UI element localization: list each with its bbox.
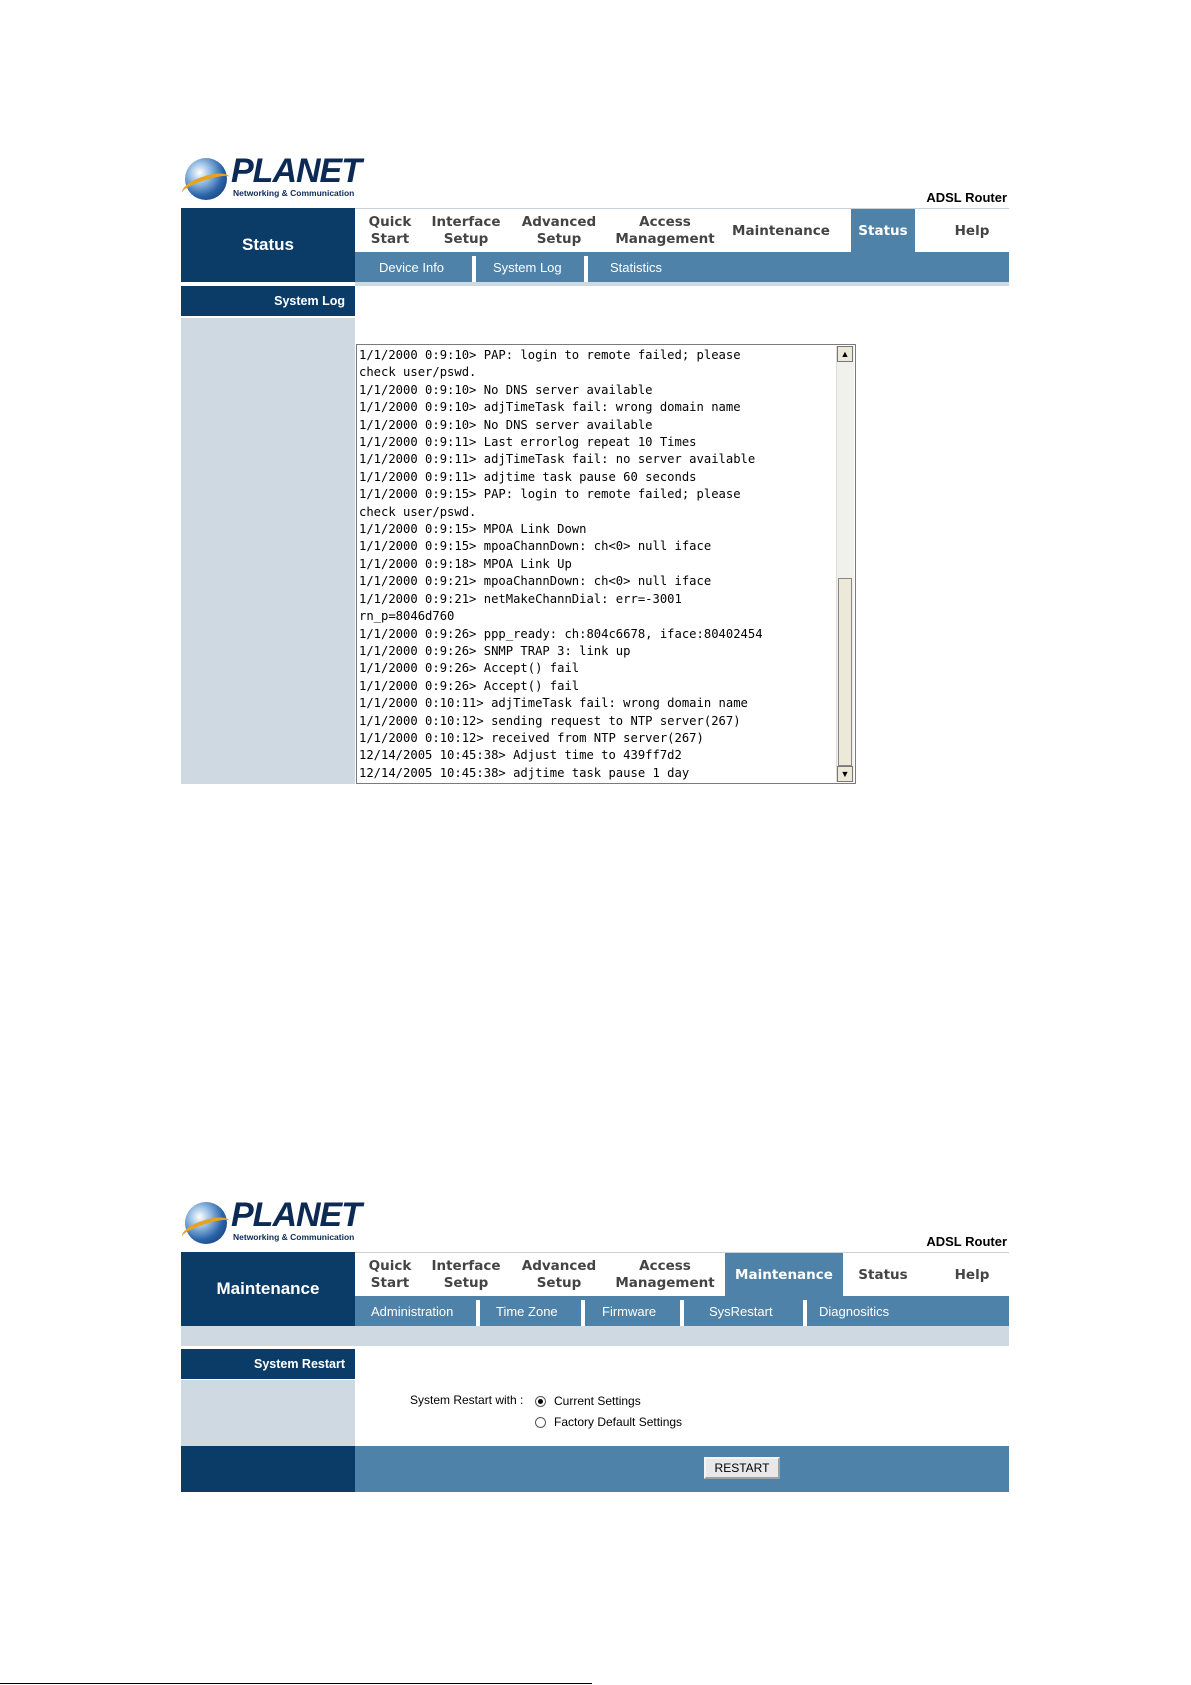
footer-bar (355, 1446, 1009, 1492)
tab-maintenance[interactable]: Maintenance (732, 222, 830, 239)
subtab-statistics[interactable]: Statistics (610, 259, 663, 275)
tab-bar (355, 208, 1009, 253)
current-settings-label: Current Settings (554, 1394, 641, 1408)
main-nav (181, 208, 1009, 282)
subtab-device-info[interactable]: Device Info (379, 259, 445, 275)
section-title: Maintenance (181, 1252, 355, 1326)
product-name: ADSL Router (926, 1234, 1007, 1249)
option-factory-default[interactable] (535, 1415, 682, 1429)
log-line: 1/1/2000 0:10:12> sending request to NTP server(267) (359, 713, 741, 728)
sidebar-title: System Log (181, 286, 355, 316)
scroll-up-icon[interactable]: ▲ (837, 346, 853, 362)
log-line: 1/1/2000 0:9:21> netMakeChannDial: err=-3001 (359, 591, 682, 606)
subtab-divider (680, 1300, 684, 1326)
subtab-system-log[interactable]: System Log (493, 259, 562, 275)
system-log-textarea[interactable] (356, 344, 856, 784)
log-line: 1/1/2000 0:9:15> mpoaChannDown: ch<0> null iface (359, 539, 712, 554)
sidebar-title: System Restart (181, 1349, 355, 1379)
restart-with-label: System Restart with : (410, 1393, 524, 1407)
subtab-divider (803, 1300, 807, 1326)
log-line: 1/1/2000 0:9:11> adjTimeTask fail: no server available (359, 452, 756, 467)
radio-current-settings[interactable] (535, 1396, 546, 1407)
tab-status[interactable]: Status (858, 1266, 908, 1283)
footer-left-bar (181, 1446, 355, 1492)
log-text (359, 347, 835, 781)
content-top-strip (355, 1326, 1009, 1346)
sidebar-panel (181, 318, 355, 784)
tab-bar (355, 1252, 1009, 1297)
log-line: 1/1/2000 0:9:10> No DNS server available (359, 417, 653, 432)
main-nav (181, 1252, 1009, 1326)
tab-help[interactable]: Help (954, 222, 990, 239)
log-line: 1/1/2000 0:9:10> No DNS server available (359, 382, 653, 397)
planet-logo (185, 1196, 361, 1246)
subtab-divider (476, 1300, 480, 1326)
logo-wordmark: PLANET (231, 1196, 361, 1234)
logo-tagline: Networking & Communication (233, 1232, 355, 1242)
radio-factory-default[interactable] (535, 1417, 546, 1428)
tab-access-management[interactable]: Access Management (615, 214, 715, 247)
logo-wordmark: PLANET (231, 152, 361, 190)
tab-interface-setup[interactable]: Interface Setup (431, 1258, 501, 1291)
option-current-settings[interactable] (535, 1394, 641, 1408)
subtab-diagnostics[interactable]: Diagnositics (819, 1303, 890, 1319)
subtab-administration[interactable]: Administration (371, 1303, 454, 1319)
tab-quick-start[interactable]: Quick Start (368, 1258, 412, 1291)
subtab-bar (355, 252, 1009, 282)
product-name: ADSL Router (926, 190, 1007, 205)
log-scrollbar[interactable] (836, 346, 854, 782)
log-line: 1/1/2000 0:9:15> MPOA Link Down (359, 522, 587, 537)
logo-tagline: Networking & Communication (233, 188, 355, 198)
restart-button[interactable]: RESTART (704, 1457, 780, 1479)
factory-default-label: Factory Default Settings (554, 1415, 683, 1429)
maintenance-screenshot (181, 1196, 1009, 1492)
tab-interface-setup[interactable]: Interface Setup (431, 214, 501, 247)
log-line: 1/1/2000 0:9:26> Accept() fail (359, 661, 580, 676)
log-line: 1/1/2000 0:9:18> MPOA Link Up (359, 556, 572, 571)
log-line: 12/14/2005 10:45:38> Adjust time to 439ff7d2 (359, 748, 682, 763)
tab-status[interactable]: Status (851, 209, 915, 253)
planet-logo (185, 152, 361, 202)
scroll-thumb[interactable] (838, 578, 852, 766)
sidebar-panel (181, 1380, 355, 1446)
tab-advanced-setup[interactable]: Advanced Setup (521, 1258, 597, 1291)
scroll-down-icon[interactable]: ▼ (837, 766, 853, 782)
content-top-strip (355, 282, 1009, 286)
log-line: rn_p=8046d760 (359, 609, 455, 624)
tab-advanced-setup[interactable]: Advanced Setup (521, 214, 597, 247)
subtab-firmware[interactable]: Firmware (602, 1303, 657, 1319)
status-screenshot (181, 152, 1009, 784)
log-line: 1/1/2000 0:9:10> PAP: login to remote failed; please (359, 348, 741, 362)
tab-maintenance[interactable]: Maintenance (725, 1253, 843, 1297)
log-line: 1/1/2000 0:9:11> Last errorlog repeat 10 Times (359, 435, 697, 450)
log-line: 1/1/2000 0:10:11> adjTimeTask fail: wrong domain name (359, 696, 748, 711)
subtab-sysrestart[interactable]: SysRestart (709, 1303, 773, 1319)
log-line: 1/1/2000 0:9:26> ppp_ready: ch:804c6678, iface:80402454 (359, 626, 763, 641)
log-line: check user/pswd. (359, 365, 477, 380)
subtab-bar (355, 1296, 1009, 1326)
tab-quick-start[interactable]: Quick Start (368, 214, 412, 247)
log-line: 12/14/2005 10:45:38> adjtime task pause 1 day (359, 765, 690, 780)
log-line: 1/1/2000 0:9:26> SNMP TRAP 3: link up (359, 643, 631, 658)
tab-access-management[interactable]: Access Management (615, 1258, 715, 1291)
section-title: Status (181, 208, 355, 282)
log-line: 1/1/2000 0:9:21> mpoaChannDown: ch<0> null iface (359, 574, 712, 589)
sidebar-top-strip (181, 1326, 355, 1346)
log-line: 1/1/2000 0:9:26> Accept() fail (359, 678, 580, 693)
log-line: 1/1/2000 0:10:12> received from NTP server(267) (359, 730, 704, 745)
subtab-divider (472, 256, 476, 282)
log-line: 1/1/2000 0:9:10> adjTimeTask fail: wrong domain name (359, 400, 741, 415)
page-footnote-rule (0, 1683, 592, 1684)
log-line: 1/1/2000 0:9:15> PAP: login to remote failed; please (359, 487, 741, 502)
log-line: check user/pswd. (359, 504, 477, 519)
subtab-divider (581, 1300, 585, 1326)
tab-help[interactable]: Help (954, 1266, 990, 1283)
log-line: 1/1/2000 0:9:11> adjtime task pause 60 seconds (359, 469, 697, 484)
subtab-time-zone[interactable]: Time Zone (496, 1303, 558, 1319)
subtab-divider (584, 256, 588, 282)
